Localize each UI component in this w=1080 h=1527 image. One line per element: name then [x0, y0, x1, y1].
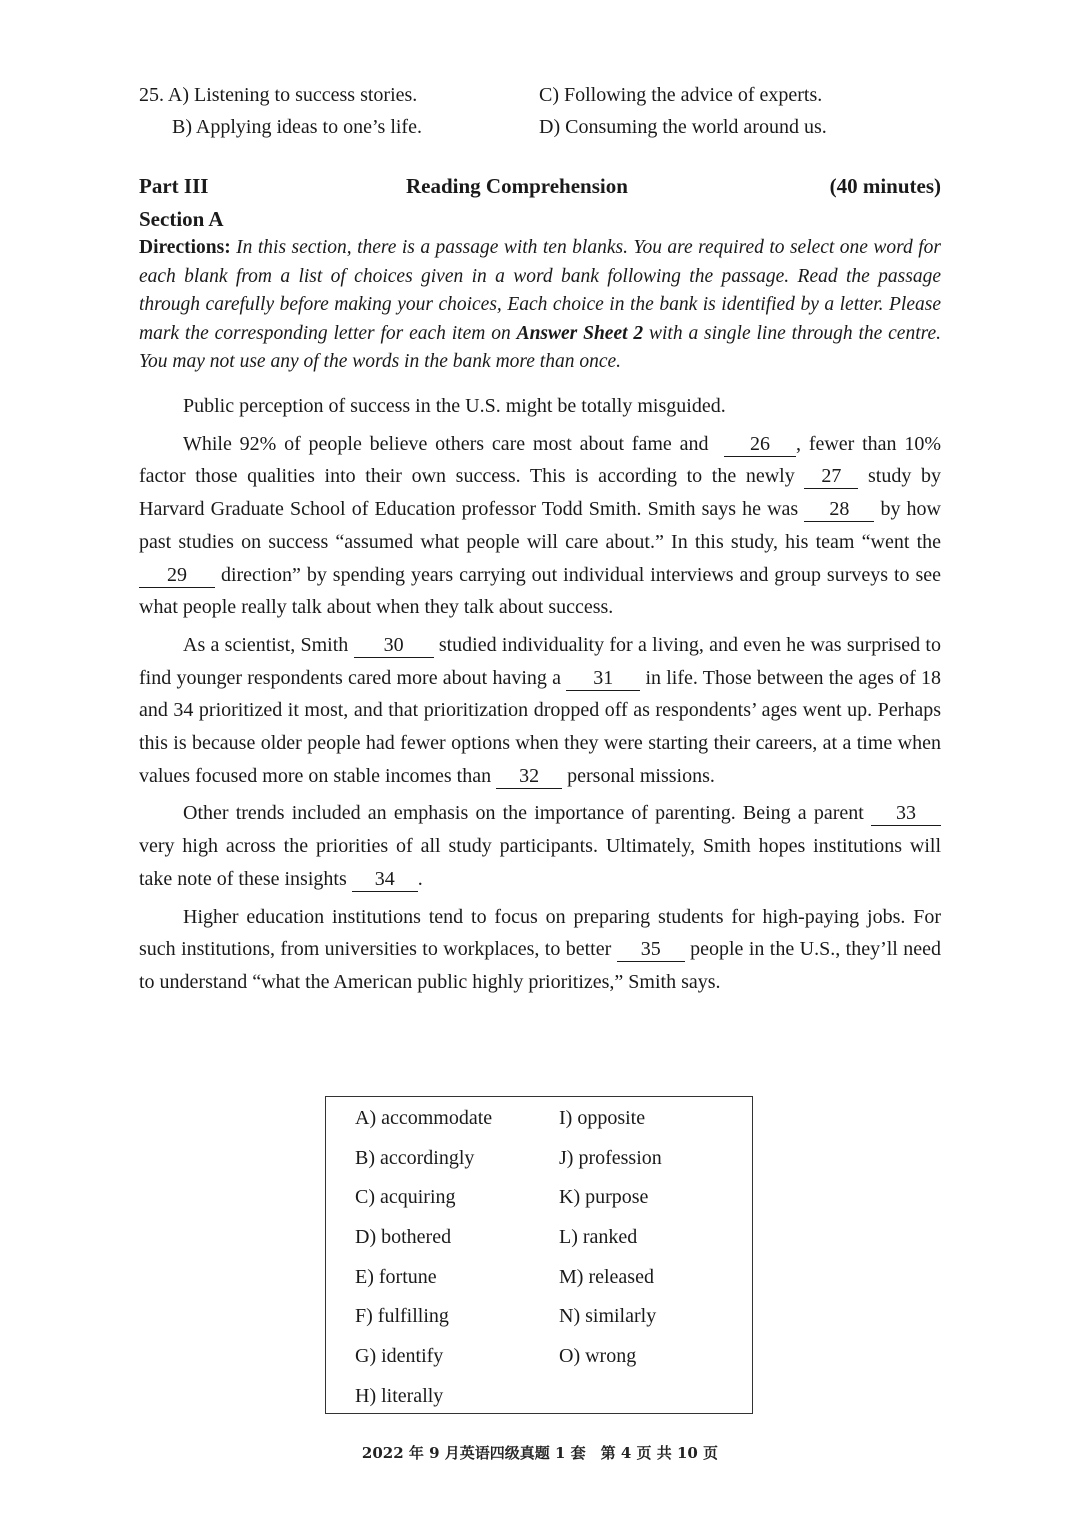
- part-title: Reading Comprehension: [406, 174, 628, 198]
- option-25-a: 25. A) Listening to success stories.: [139, 84, 418, 106]
- p2-text-e: direction” by spending years carrying out individual interviews and group surveys to see what people really talk about when they talk about success.: [139, 563, 942, 619]
- word-option-j: J) profession: [559, 1146, 662, 1169]
- blank-29[interactable]: 29: [139, 563, 215, 588]
- blank-28[interactable]: 28: [804, 497, 874, 522]
- word-option-e: E) fortune: [355, 1265, 437, 1288]
- paragraph-1: [139, 390, 941, 423]
- word-option-l: L) ranked: [559, 1226, 638, 1249]
- blank-30[interactable]: 30: [354, 633, 434, 658]
- p4-text-b: very high across the priorities of all study participants. Ultimately, Smith hopes institutions will take note of these insights: [139, 835, 941, 890]
- word-option-i: I) opposite: [559, 1107, 646, 1129]
- word-option-h: H) literally: [355, 1384, 444, 1407]
- p4-text-c: .: [417, 867, 423, 890]
- word-option-m: M) released: [559, 1265, 654, 1288]
- option-25-c: C) Following the advice of experts.: [539, 84, 823, 106]
- section-title: Section A: [139, 207, 224, 231]
- p2-text-a: While 92% of people believe others care most about fame and: [183, 432, 709, 455]
- p3-text-c: in life. Those between the ages of 18 and 34 prioritized it most, and that prioritization dropped off as respondents’ ages went up. Perhaps this is because older people had fewer options when they were starting their careers, at a time when values focused more on stable incomes than: [139, 666, 942, 787]
- word-option-f: F) fulfilling: [355, 1305, 449, 1328]
- blank-32[interactable]: 32: [496, 764, 562, 789]
- option-25-b: B) Applying ideas to one’s life.: [172, 116, 422, 138]
- word-option-d: D) bothered: [355, 1226, 452, 1249]
- p5-text-b: people in the U.S., they’ll need to understand “what the American public highly prioritizes,” Smith says.: [139, 938, 942, 993]
- word-option-o: O) wrong: [559, 1345, 637, 1368]
- word-bank-left-column: [355, 1105, 492, 1423]
- page-footer: 2022 年 9 月英语四级真题 1 套 第 4 页 共 10 页: [361, 1444, 719, 1462]
- paragraph-5: [139, 901, 941, 999]
- passage: [139, 390, 941, 1004]
- word-option-k: K) purpose: [559, 1186, 649, 1209]
- blank-27[interactable]: 27: [804, 464, 858, 489]
- p2-text-b: , fewer than 10% factor those qualities into their own success. This is according to the newly: [139, 432, 941, 488]
- part-label: Part III: [139, 174, 209, 198]
- blank-34[interactable]: 34: [352, 867, 418, 892]
- paragraph-4: [139, 797, 941, 895]
- word-bank-right-column: [559, 1105, 662, 1383]
- answer-sheet-label: Answer Sheet 2: [516, 322, 644, 344]
- word-option-c: C) acquiring: [355, 1186, 456, 1209]
- p3-text-b: studied individuality for a living, and even he was surprised to find younger respondents cared more about having a: [139, 633, 941, 689]
- option-25-d: D) Consuming the world around us.: [539, 116, 827, 138]
- directions-text-1: In this section, there is a passage with ten blanks. You are required to select one word for each blank from a list of choices given in a word bank following the passage. Read the passage through carefully before making your choices, Each choice in the bank is identified by a letter. Please mark the corresponding letter for each item on: [139, 237, 941, 344]
- part-time: (40 minutes): [829, 174, 941, 198]
- word-option-b: B) accordingly: [355, 1146, 475, 1169]
- paragraph-3: [139, 629, 941, 793]
- word-option-a: A) accommodate: [355, 1107, 493, 1129]
- blank-26[interactable]: 26: [724, 432, 796, 457]
- word-option-n: N) similarly: [559, 1305, 657, 1328]
- word-bank: [325, 1096, 753, 1414]
- part-header: [139, 174, 941, 200]
- directions-text-2: with a single line through the centre. You may not use any of the words in the bank more than once.: [139, 322, 942, 372]
- directions: [139, 234, 941, 377]
- word-option-g: G) identify: [355, 1345, 444, 1368]
- paragraph-2: [139, 428, 941, 624]
- blank-33[interactable]: 33: [871, 801, 941, 826]
- p2-text-c: study by Harvard Graduate School of Education professor Todd Smith. Smith says he was: [139, 465, 941, 521]
- blank-35[interactable]: 35: [617, 937, 685, 962]
- paragraph-1-text: Public perception of success in the U.S. might be totally misguided.: [183, 395, 726, 417]
- p5-text-a: Higher education institutions tend to focus on preparing students for high-paying jobs. For such institutions, from universities to workplaces, to better: [139, 905, 941, 961]
- p3-text-d: personal missions.: [567, 764, 715, 787]
- blank-31[interactable]: 31: [566, 666, 640, 691]
- p4-text-a: Other trends included an emphasis on the importance of parenting. Being a parent: [183, 802, 864, 825]
- p3-text-a: As a scientist, Smith: [183, 633, 349, 656]
- p2-text-d: by how past studies on success “assumed what people will care about.” In this study, his team “went the: [139, 498, 941, 553]
- directions-label: Directions:: [139, 237, 231, 258]
